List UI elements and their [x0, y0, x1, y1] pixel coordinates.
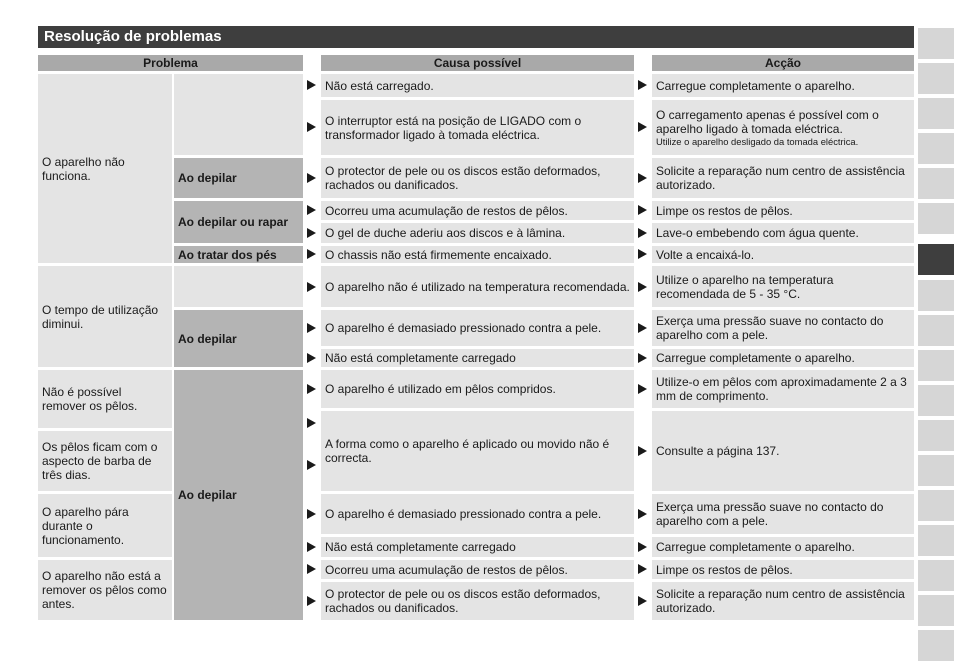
index-tab[interactable]	[918, 490, 954, 521]
arrow-icon	[307, 509, 316, 519]
arrow-icon	[307, 418, 316, 428]
action-cell: Exerça uma pressão suave no contacto do aparelho com a pele.	[652, 310, 914, 346]
arrow-icon	[638, 509, 647, 519]
cause-cell: O protector de pele ou os discos estão deformados, rachados ou danificados.	[321, 582, 634, 620]
condition-cell: Ao tratar dos pés	[174, 246, 303, 263]
arrow-icon	[638, 384, 647, 394]
index-tab[interactable]	[918, 98, 954, 129]
index-tab[interactable]	[918, 280, 954, 311]
arrow-icon	[307, 80, 316, 90]
arrow-icon	[307, 323, 316, 333]
index-tab[interactable]	[918, 28, 954, 59]
arrow-icon	[638, 173, 647, 183]
index-tab[interactable]	[918, 525, 954, 556]
cause-cell: O aparelho é demasiado pressionado contra a pele.	[321, 494, 634, 534]
arrow-icon	[638, 596, 647, 606]
problem-cell: O tempo de utilização diminui.	[38, 266, 172, 367]
action-cell: Exerça uma pressão suave no contacto do aparelho com a pele.	[652, 494, 914, 534]
index-tab[interactable]	[918, 315, 954, 346]
arrow-icon	[307, 596, 316, 606]
condition-empty	[174, 266, 303, 307]
cause-cell: O aparelho é utilizado em pêlos compridos.	[321, 370, 634, 408]
arrow-icon	[307, 542, 316, 552]
arrow-icon	[307, 460, 316, 470]
condition-cell: Ao depilar	[174, 158, 303, 198]
cause-cell: O chassis não está firmemente encaixado.	[321, 246, 634, 263]
index-tab[interactable]	[918, 203, 954, 234]
action-cell: Solicite a reparação num centro de assistência autorizado.	[652, 582, 914, 620]
cause-cell: A forma como o aparelho é aplicado ou movido não é correcta.	[321, 411, 634, 491]
action-text: O carregamento apenas é possível com o aparelho ligado à tomada eléctrica.	[656, 107, 879, 136]
problem-cell: O aparelho pára durante o funcionamento.	[38, 494, 172, 557]
cause-cell: O gel de duche aderiu aos discos e à lâmina.	[321, 223, 634, 243]
cause-cell: Ocorreu uma acumulação de restos de pêlos.	[321, 201, 634, 220]
arrow-icon	[638, 542, 647, 552]
index-tab[interactable]	[918, 63, 954, 94]
index-tab[interactable]	[918, 560, 954, 591]
action-cell: Consulte a página 137.	[652, 411, 914, 491]
action-cell: Utilize o aparelho na temperatura recomendada de 5 - 35 °C.	[652, 266, 914, 307]
index-tab-active[interactable]	[918, 244, 954, 275]
arrow-icon	[307, 205, 316, 215]
action-cell: Limpe os restos de pêlos.	[652, 560, 914, 579]
arrow-icon	[638, 446, 647, 456]
action-note: Utilize o aparelho desligado da tomada eléctrica.	[656, 135, 859, 147]
arrow-icon	[307, 564, 316, 574]
index-tab[interactable]	[918, 133, 954, 164]
action-cell-with-note	[652, 100, 914, 155]
cause-cell: O aparelho não é utilizado na temperatura recomendada.	[321, 266, 634, 307]
section-header	[38, 26, 914, 48]
condition-empty	[174, 74, 303, 155]
arrow-icon	[638, 249, 647, 259]
action-cell: Volte a encaixá-lo.	[652, 246, 914, 263]
index-tab[interactable]	[918, 350, 954, 381]
arrow-icon	[638, 80, 647, 90]
index-tab[interactable]	[918, 595, 954, 626]
action-text-block	[656, 108, 910, 148]
action-cell: Utilize-o em pêlos com aproximadamente 2 a 3 mm de comprimento.	[652, 370, 914, 408]
cause-cell: Não está completamente carregado	[321, 537, 634, 557]
index-tab[interactable]	[918, 168, 954, 199]
cause-cell: Não está carregado.	[321, 74, 634, 97]
arrow-icon	[307, 122, 316, 132]
header-action: Acção	[652, 55, 914, 71]
action-cell: Carregue completamente o aparelho.	[652, 537, 914, 557]
condition-cell: Ao depilar ou rapar	[174, 201, 303, 243]
arrow-icon	[307, 353, 316, 363]
index-tab[interactable]	[918, 420, 954, 451]
index-tab[interactable]	[918, 455, 954, 486]
cause-cell: O interruptor está na posição de LIGADO com o transformador ligado à tomada eléctrica.	[321, 100, 634, 155]
cause-cell: O aparelho é demasiado pressionado contra a pele.	[321, 310, 634, 346]
problem-cell: O aparelho não está a remover os pêlos como antes.	[38, 560, 172, 620]
cause-cell: Não está completamente carregado	[321, 349, 634, 367]
cause-cell: O protector de pele ou os discos estão deformados, rachados ou danificados.	[321, 158, 634, 198]
condition-cell: Ao depilar	[174, 310, 303, 367]
arrow-icon	[638, 353, 647, 363]
condition-cell: Ao depilar	[174, 370, 303, 620]
header-cause: Causa possível	[321, 55, 634, 71]
arrow-icon	[638, 205, 647, 215]
problem-cell: O aparelho não funciona.	[38, 74, 172, 263]
header-problem: Problema	[38, 55, 303, 71]
action-cell: Lave-o embebendo com água quente.	[652, 223, 914, 243]
arrow-icon	[638, 282, 647, 292]
arrow-icon	[307, 282, 316, 292]
arrow-icon	[638, 228, 647, 238]
action-cell: Limpe os restos de pêlos.	[652, 201, 914, 220]
arrow-icon	[638, 122, 647, 132]
page-title: Resolução de problemas	[44, 28, 222, 45]
problem-cell: Não é possível remover os pêlos.	[38, 370, 172, 428]
action-cell: Solicite a reparação num centro de assistência autorizado.	[652, 158, 914, 198]
arrow-icon	[307, 173, 316, 183]
cause-cell: Ocorreu uma acumulação de restos de pêlos.	[321, 560, 634, 579]
action-cell: Carregue completamente o aparelho.	[652, 349, 914, 367]
arrow-icon	[307, 249, 316, 259]
arrow-icon	[638, 323, 647, 333]
index-tab[interactable]	[918, 630, 954, 661]
arrow-icon	[307, 384, 316, 394]
arrow-icon	[638, 564, 647, 574]
index-tab[interactable]	[918, 385, 954, 416]
problem-cell: Os pêlos ficam com o aspecto de barba de três dias.	[38, 431, 172, 491]
arrow-icon	[307, 228, 316, 238]
action-cell: Carregue completamente o aparelho.	[652, 74, 914, 97]
